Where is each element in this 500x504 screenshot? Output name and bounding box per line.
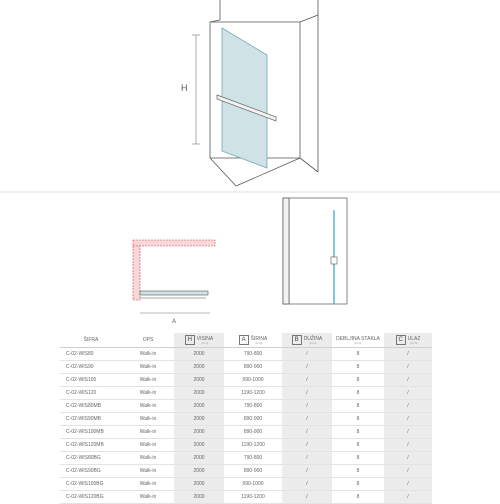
cell-sifra: C-02-WIS120MB <box>66 442 104 448</box>
cell-sirina: 1190-1200 <box>241 442 265 448</box>
cell-duzina: / <box>282 478 332 491</box>
cell-visina: 2000 <box>174 491 224 504</box>
cell-debljina: 8 <box>356 442 360 448</box>
cell-ops: Walk-in <box>139 377 157 383</box>
cell-sifra: C-02-WIS100MB <box>66 429 104 435</box>
cell-ops: Walk-in <box>139 442 157 448</box>
cell-sifra: C-02-WIS120BG <box>66 494 104 500</box>
table-row <box>60 452 432 465</box>
cell-ops: Walk-in <box>139 494 157 500</box>
cell-sirina: 790-800 <box>243 403 263 409</box>
h-letter-box: H <box>185 335 195 345</box>
cell-visina: 2000 <box>174 439 224 452</box>
spec-table <box>60 333 432 504</box>
table-row <box>60 348 432 361</box>
height-label: H <box>181 83 188 93</box>
cell-debljina: 8 <box>356 403 360 409</box>
cell-duzina: / <box>282 465 332 478</box>
cell-ops: Walk-in <box>139 351 157 357</box>
width-label: A <box>172 319 177 325</box>
table-row <box>60 465 432 478</box>
cell-visina: 2000 <box>174 374 224 387</box>
cell-ulaz: / <box>384 400 432 413</box>
cell-ulaz: / <box>384 348 432 361</box>
table-row <box>60 361 432 374</box>
cell-ulaz: / <box>384 491 432 504</box>
col-visina: H VISINA [mm] <box>174 333 224 348</box>
cell-sirina: 1190-1200 <box>241 390 265 396</box>
cell-debljina: 8 <box>356 377 360 383</box>
cell-ulaz: / <box>384 387 432 400</box>
cell-sifra: C-02-WIS80MB <box>66 403 102 409</box>
cell-sirina: 890-900 <box>243 468 263 474</box>
cell-sirina: 990-1000 <box>242 481 264 487</box>
wall-top <box>133 240 215 246</box>
cell-sifra: C-02-WIS80BG <box>66 455 101 461</box>
table-row <box>60 400 432 413</box>
cell-sirina: 890-900 <box>243 364 263 370</box>
cell-sirina: 890-900 <box>243 416 263 422</box>
cell-sirina: 990-1000 <box>242 377 264 383</box>
cell-ops: Walk-in <box>139 481 157 487</box>
cell-visina: 2000 <box>174 387 224 400</box>
table-row <box>60 439 432 452</box>
cell-sifra: C-02-WIS80 <box>66 351 94 357</box>
cell-ulaz: / <box>384 478 432 491</box>
cell-debljina: 8 <box>356 429 360 435</box>
cell-duzina: / <box>282 413 332 426</box>
cell-ops: Walk-in <box>139 364 157 370</box>
cell-debljina: 8 <box>356 351 360 357</box>
table-row <box>60 426 432 439</box>
table-row <box>60 413 432 426</box>
cell-ops: Walk-in <box>139 468 157 474</box>
cell-sirina: 790-800 <box>243 455 263 461</box>
cell-ulaz: / <box>384 361 432 374</box>
cell-ulaz: / <box>384 374 432 387</box>
cell-duzina: / <box>282 348 332 361</box>
glass-bracket <box>331 257 337 264</box>
cell-sirina: 1190-1200 <box>241 494 265 500</box>
cell-sirina: 890-900 <box>243 429 263 435</box>
cell-duzina: / <box>282 400 332 413</box>
cell-ops: Walk-in <box>139 416 157 422</box>
cell-duzina: / <box>282 361 332 374</box>
a-letter-box: A <box>239 335 249 345</box>
cell-visina: 2000 <box>174 465 224 478</box>
height-dimension <box>192 35 200 144</box>
col-debljina: DEBLJINA STAKLA [mm] <box>332 333 384 348</box>
c-letter-box: C <box>396 335 406 345</box>
cell-duzina: / <box>282 439 332 452</box>
cell-debljina: 8 <box>356 364 360 370</box>
cell-visina: 2000 <box>174 452 224 465</box>
cell-ulaz: / <box>384 426 432 439</box>
cell-sifra: C-02-WIS90 <box>66 364 94 370</box>
cell-duzina: / <box>282 491 332 504</box>
cell-sifra: C-02-WIS120 <box>66 390 97 396</box>
b-letter-box: B <box>292 335 302 345</box>
cell-ulaz: / <box>384 413 432 426</box>
wall-left <box>133 246 140 300</box>
cell-ops: Walk-in <box>139 390 157 396</box>
cell-debljina: 8 <box>356 390 360 396</box>
cell-duzina: / <box>282 452 332 465</box>
col-duzina: B DUŽINA [mm] <box>282 333 332 348</box>
cell-sifra: C-02-WIS100BG <box>66 481 104 487</box>
cell-sifra: C-02-WIS90MB <box>66 416 102 422</box>
table-header-row <box>60 333 432 348</box>
cell-visina: 2000 <box>174 478 224 491</box>
col-sirina: A ŠIRINA [mm] <box>224 333 282 348</box>
glass-panel-perspective <box>222 28 267 168</box>
cell-ulaz: / <box>384 465 432 478</box>
cell-debljina: 8 <box>356 416 360 422</box>
cell-visina: 2000 <box>174 348 224 361</box>
cell-ops: Walk-in <box>139 455 157 461</box>
cell-duzina: / <box>282 426 332 439</box>
table-row <box>60 478 432 491</box>
cell-ulaz: / <box>384 452 432 465</box>
cell-debljina: 8 <box>356 468 360 474</box>
table-body <box>60 348 432 504</box>
cell-visina: 2000 <box>174 400 224 413</box>
cell-visina: 2000 <box>174 413 224 426</box>
cell-debljina: 8 <box>356 494 360 500</box>
table-row <box>60 374 432 387</box>
cell-sifra: C-02-WIS100 <box>66 377 97 383</box>
table-row <box>60 491 432 504</box>
cell-duzina: / <box>282 374 332 387</box>
col-ulaz: C ULAZ [mm] <box>384 333 432 348</box>
cell-sirina: 790-800 <box>243 351 263 357</box>
table-row <box>60 387 432 400</box>
cell-ulaz: / <box>384 439 432 452</box>
side-view <box>283 198 347 304</box>
cell-visina: 2000 <box>174 361 224 374</box>
col-ops: OPS <box>122 333 174 348</box>
glass-panel-plan <box>140 291 208 295</box>
cell-duzina: / <box>282 387 332 400</box>
cell-debljina: 8 <box>356 481 360 487</box>
cell-ops: Walk-in <box>139 403 157 409</box>
cell-debljina: 8 <box>356 455 360 461</box>
cell-visina: 2000 <box>174 426 224 439</box>
cell-ops: Walk-in <box>139 429 157 435</box>
col-sifra: ŠIFRA <box>60 333 122 348</box>
cell-sifra: C-02-WIS90BG <box>66 468 101 474</box>
plan-view <box>133 240 215 325</box>
